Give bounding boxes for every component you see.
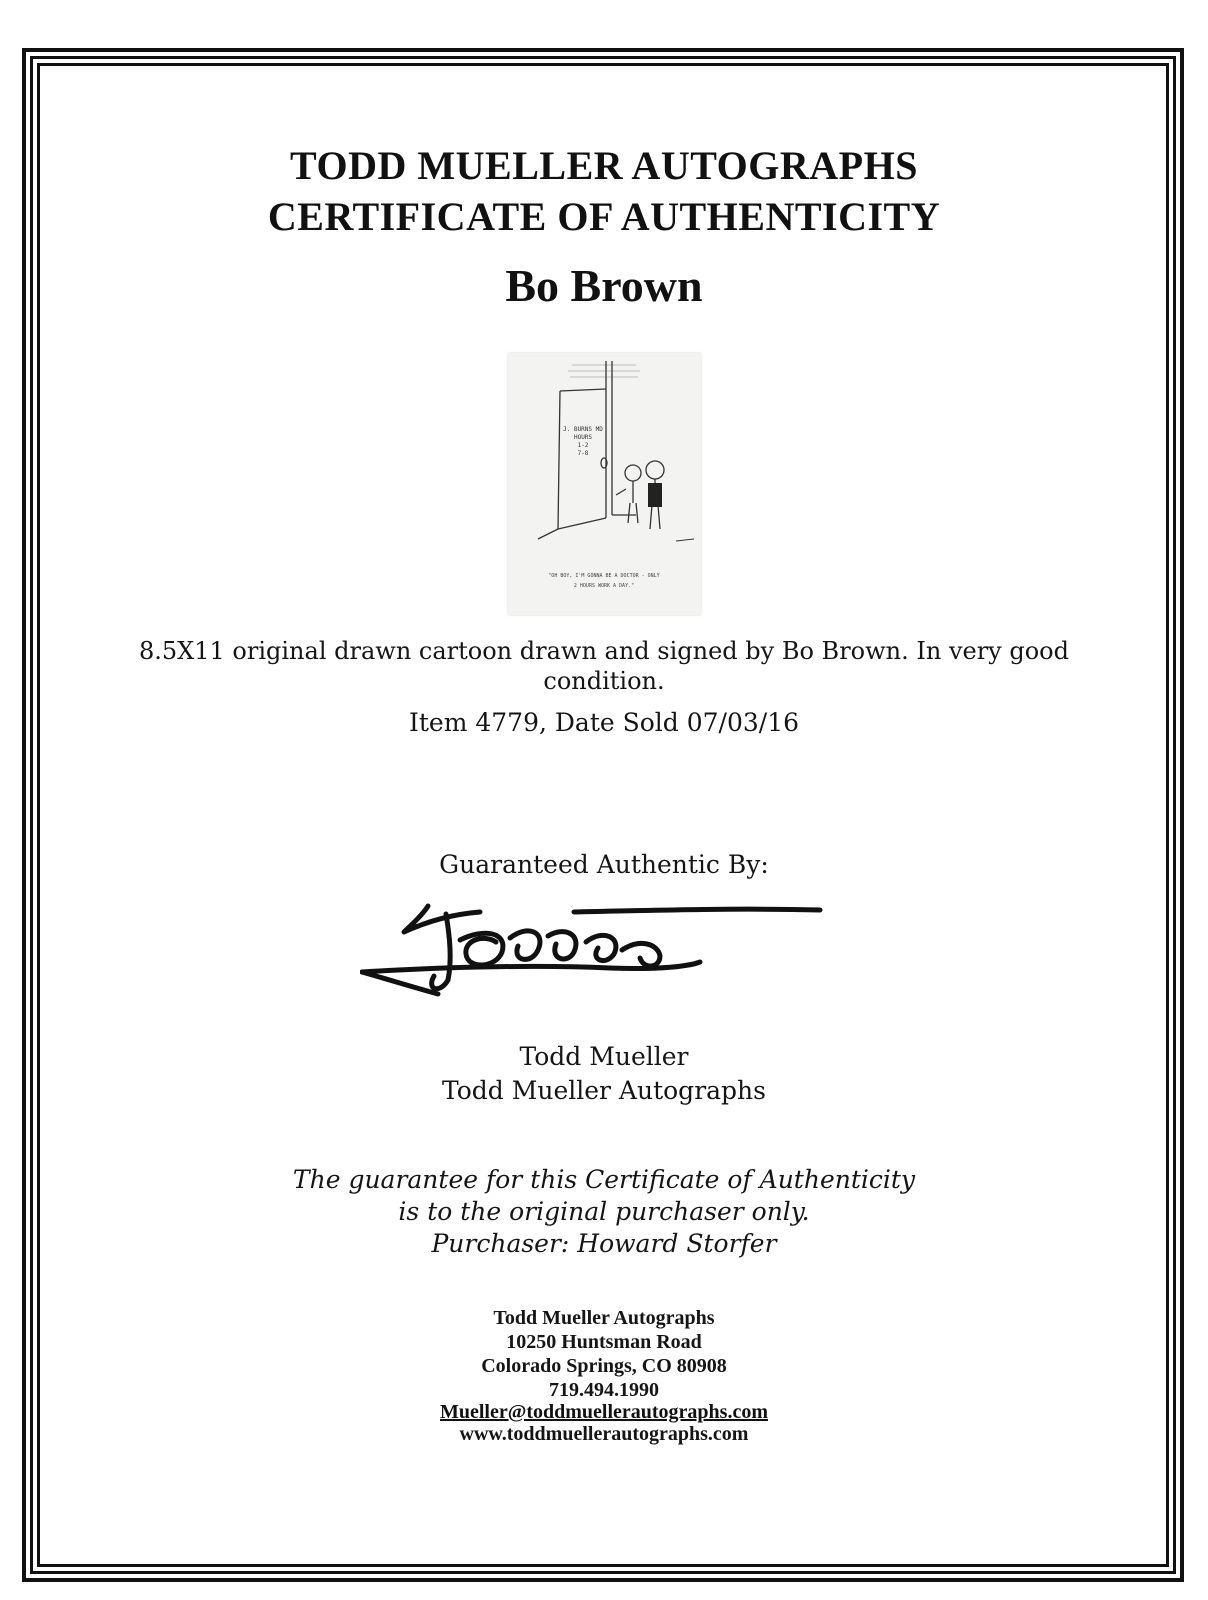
cartoon-drawing — [508, 353, 701, 615]
cartoon-caption-line: "OH BOY, I'M GONNA BE A DOCTOR - ONLY — [548, 573, 660, 579]
item-description-line-2: condition. — [543, 667, 665, 695]
contact-city: Colorado Springs, CO 80908 — [481, 1355, 727, 1377]
guarantee-line-1: The guarantee for this Certificate of Authenticity — [292, 1165, 916, 1194]
contact-company: Todd Mueller Autographs — [493, 1307, 715, 1329]
signer-name: Todd Mueller — [519, 1042, 689, 1071]
item-description-line-1: 8.5X11 original drawn cartoon drawn and signed by Bo Brown. In very good — [139, 637, 1069, 665]
contact-website: www.toddmuellerautographs.com — [459, 1423, 749, 1445]
contact-address: 10250 Huntsman Road — [506, 1331, 702, 1353]
door-sign-line: 1-2 — [577, 442, 589, 449]
door-sign-line: 7-8 — [577, 450, 589, 457]
door-sign-line: J. BURNS MD — [563, 426, 603, 433]
cartoon-caption-line: 2 HOURS WORK A DAY." — [573, 583, 635, 589]
subject-name: Bo Brown — [505, 260, 703, 311]
company-heading: TODD MUELLER AUTOGRAPHS — [290, 143, 918, 188]
guarantee-line-2: is to the original purchaser only. — [398, 1197, 810, 1226]
guaranteed-authentic-label: Guaranteed Authentic By: — [439, 850, 769, 879]
cartoon-photo — [508, 353, 701, 615]
signer-company: Todd Mueller Autographs — [442, 1076, 766, 1105]
certificate-title: CERTIFICATE OF AUTHENTICITY — [267, 194, 941, 239]
door-sign-line: HOURS — [573, 434, 593, 441]
purchaser-name: Purchaser: Howard Storfer — [431, 1229, 777, 1258]
contact-email-link[interactable]: Mueller@toddmuellerautographs.com — [439, 1401, 768, 1423]
item-number-date: Item 4779, Date Sold 07/03/16 — [408, 708, 800, 737]
signature-image — [360, 898, 840, 1028]
contact-phone: 719.494.1990 — [549, 1379, 659, 1401]
